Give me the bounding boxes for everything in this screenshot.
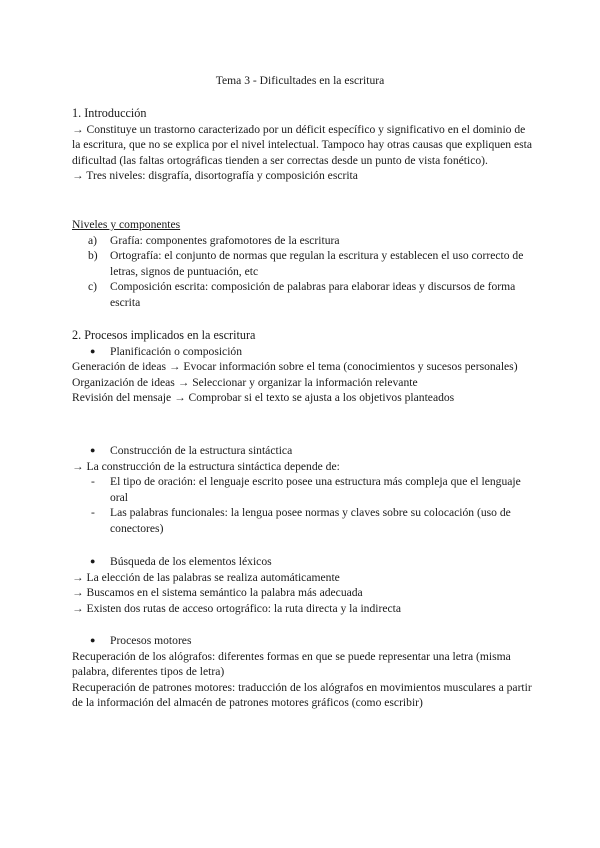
intro-paragraph: → Constituye un trastorno caracterizado por un déficit específico y significativo en el dominio de la escritura, que no se explica por el nivel intelectual. Tampoco hay otras causas que expliquen esta dificultad (las faltas ortográficas tienden a ser correctas desde un punto de vista fonético). <box>72 122 532 167</box>
list-item-text: El tipo de oración: el lenguaje escrito posee una estructura más compleja que el lenguaje oral <box>110 475 521 504</box>
list-item-text: Las palabras funcionales: la lengua posee normas y claves sobre su colocación (uso de conectores) <box>110 506 511 535</box>
document-title: Tema 3 - Dificultades en la escritura <box>215 74 385 87</box>
bullet-dot-icon: ● <box>90 345 96 356</box>
bullet-text: Construcción de la estructura sintáctica <box>110 444 293 457</box>
bullet-text: Planificación o composición <box>110 344 243 358</box>
bullet-dot-icon: ● <box>90 556 96 566</box>
motor-block <box>72 633 532 711</box>
list-item <box>72 279 532 310</box>
lexical-line: → Buscamos en el sistema semántico la palabra más adecuada <box>72 586 363 600</box>
intro-levels-line: → Tres niveles: disgrafía, disortografía y composición escrita <box>72 169 358 183</box>
list-marker: c) <box>88 280 98 294</box>
list-item <box>72 505 532 536</box>
lexical-line: → Existen dos rutas de acceso ortográfico: la ruta directa y la indirecta <box>72 601 402 615</box>
bullet-dot-icon: ● <box>90 445 96 455</box>
planning-line: Organización de ideas → Seleccionar y organizar la información relevante <box>72 375 418 389</box>
list-item-text: Composición escrita: composición de palabras para elaborar ideas y discursos de forma escrita <box>110 280 516 309</box>
bullet-planning <box>72 344 532 360</box>
list-item <box>72 233 532 249</box>
list-marker: - <box>91 506 95 520</box>
bullet-lexical <box>72 554 532 570</box>
list-marker: b) <box>88 249 98 263</box>
syntax-block <box>72 443 532 537</box>
lexical-line: → La elección de las palabras se realiza automáticamente <box>72 570 340 584</box>
list-marker: - <box>91 475 95 489</box>
list-item <box>72 474 532 505</box>
processes-heading: 2. Procesos implicados en la escritura <box>72 328 256 342</box>
planning-line: Revisión del mensaje → Comprobar si el texto se ajusta a los objetivos planteados <box>72 391 455 405</box>
bullet-text: Búsqueda de los elementos léxicos <box>110 555 272 568</box>
planning-line: Generación de ideas → Evocar información sobre el tema (conocimientos y sucesos personales) <box>72 360 518 374</box>
list-item <box>72 248 532 279</box>
motor-line: Recuperación de patrones motores: traducción de los alógrafos en movimientos musculares a partir de la información del almacén de patrones motores gráficos (como escribir) <box>72 680 532 710</box>
levels-heading: Niveles y componentes <box>72 218 181 231</box>
syntax-intro: → La construcción de la estructura sintáctica depende de: <box>72 459 340 473</box>
bullet-text: Procesos motores <box>110 634 192 647</box>
list-item-text: Ortografía: el conjunto de normas que regulan la escritura y establecen el uso correcto de letras, signos de puntuación, etc <box>110 249 524 278</box>
lexical-block <box>72 554 532 616</box>
bullet-syntax <box>72 443 532 459</box>
levels-section <box>72 217 532 311</box>
intro-heading: 1. Introducción <box>72 106 147 120</box>
motor-line: Recuperación de los alógrafos: diferentes formas en que se puede representar una letra (misma palabra, diferentes tipos de letra) <box>72 649 511 679</box>
list-marker: a) <box>88 233 98 247</box>
list-item-text: Grafía: componentes grafomotores de la escritura <box>110 233 340 247</box>
bullet-dot-icon: ● <box>90 635 96 645</box>
intro-section <box>72 106 532 184</box>
processes-heading-block <box>72 328 532 406</box>
levels-list <box>72 233 532 311</box>
syntax-list <box>72 474 532 536</box>
bullet-motor <box>72 633 532 649</box>
